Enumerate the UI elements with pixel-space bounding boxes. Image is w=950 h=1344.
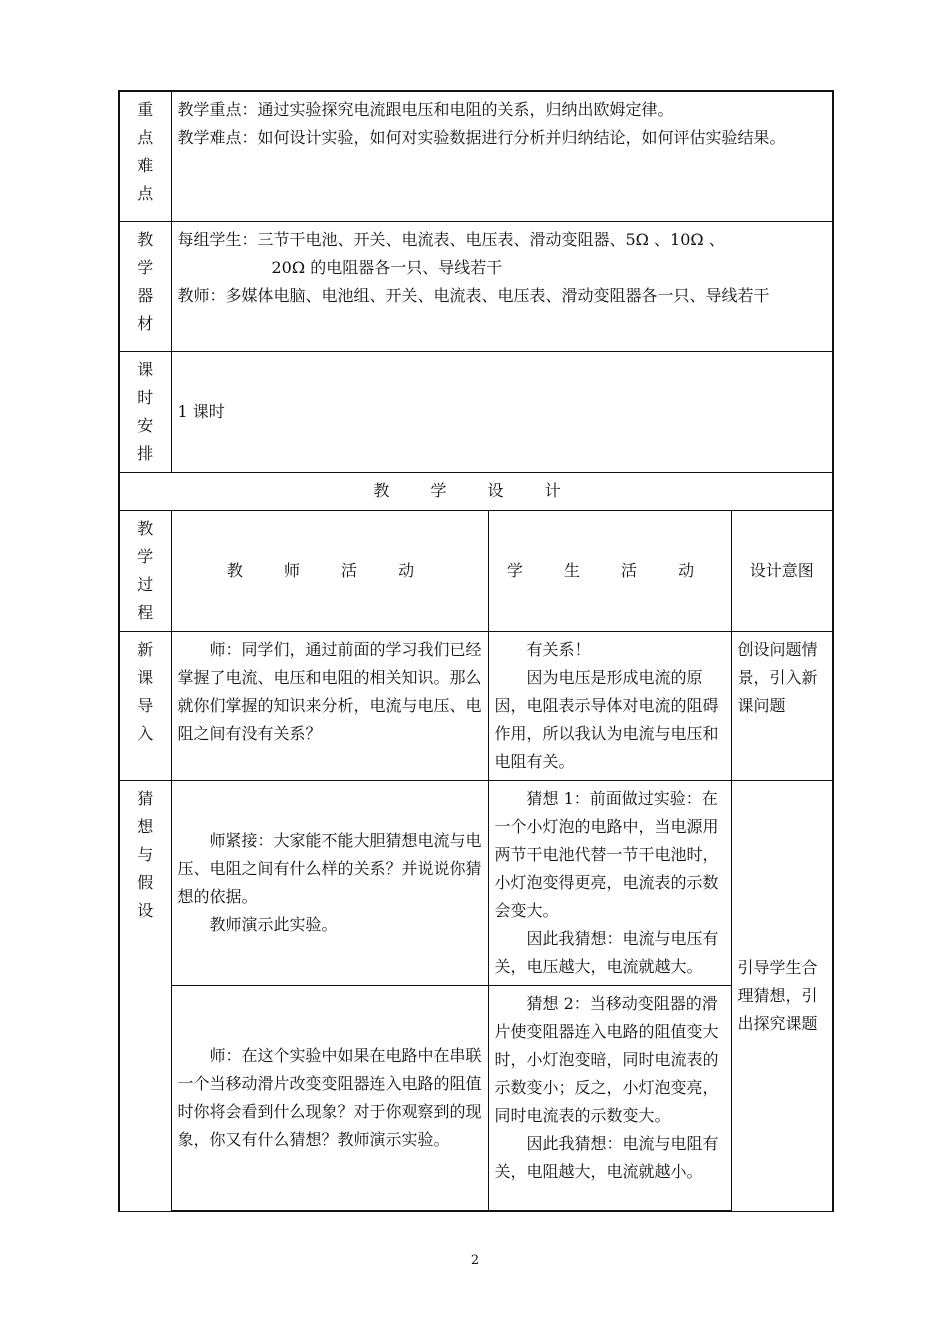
intro-student: 有关系！ 因为电压是形成电流的原因，电阻表示导体对电流的阻碍作用，所以我认为电流与电压和电阻有关。: [488, 631, 731, 780]
focus-label: 重 点 难 点: [119, 91, 171, 221]
process-label: 教 学 过 程: [119, 510, 171, 631]
hypothesis-student-1: 猜想 1：前面做过实验：在一个小灯泡的电路中，当电源用两节干电池代替一节干电池时，小灯泡变得更亮，电流表的示数会变大。 因此我猜想：电流与电压有关，电压越大，电流就越大。: [488, 780, 731, 985]
intro-teacher: 师：同学们，通过前面的学习我们已经掌握了电流、电压和电阻的相关知识。那么就你们掌握的知识来分析，电流与电压、电阻之间有没有关系？: [171, 631, 488, 780]
hypothesis-teacher-2: 师：在这个实验中如果在电路中在串联一个当移动滑片改变变阻器连入电路的阻值时你将会看到什么现象？对于你观察到的现象，你又有什么猜想？教师演示实验。: [171, 985, 488, 1211]
intro-label: 新 课 导 入: [119, 631, 171, 780]
teacher-equipment: 教师：多媒体电脑、电池组、开关、电流表、电压表、滑动变阻器各一只、导线若干: [177, 285, 770, 305]
hypothesis-student-2: 猜想 2：当移动变阻器的滑片使变阻器连入电路的阻值变大时，小灯泡变暗，同时电流表的示数变小；反之，小灯泡变亮，同时电流表的示数变大。 因此我猜想：电流与电阻有关，电阻越大，电流就越小。: [488, 985, 731, 1211]
schedule-value: 1 课时: [171, 351, 833, 472]
schedule-row: [119, 351, 833, 472]
hypothesis-row-1: [119, 780, 833, 985]
equipment-content: [171, 221, 833, 351]
lesson-plan-table: [118, 90, 834, 1212]
hypothesis-teacher-1: 师紧接：大家能不能大胆猜想电流与电压、电阻之间有什么样的关系？并说说你猜想的依据。 教师演示此实验。: [171, 780, 488, 985]
header-row: [119, 510, 833, 631]
schedule-label: 课 时 安 排: [119, 351, 171, 472]
hypothesis-row-2: [119, 985, 833, 1211]
page-number: 2: [470, 1253, 480, 1268]
difficulty: 教学难点：如何设计实验，如何对实验数据进行分析并归纳结论，如何评估实验结果。: [177, 128, 786, 147]
hypothesis-label: 猜 想 与 假 设: [119, 780, 171, 1211]
key-point: 教学重点：通过实验探究电流跟电压和电阻的关系，归纳出欧姆定律。: [177, 100, 674, 119]
student-activity-header: 学 生 活 动: [488, 510, 731, 631]
intro-row: [119, 631, 833, 780]
intro-intent: 创设问题情景，引入新课问题: [731, 631, 833, 780]
design-title: 教 学 设 计: [119, 472, 833, 510]
equipment-label: 教 学 器 材: [119, 221, 171, 351]
teacher-activity-header: 教 师 活 动: [171, 510, 488, 631]
hypothesis-intent: 引导学生合理猜想，引出探究课题: [731, 780, 833, 1211]
focus-content: [171, 91, 833, 221]
student-equipment-line2: 20Ω 的电阻器各一只、导线若干: [271, 257, 503, 277]
student-equipment-line1: 每组学生：三节干电池、开关、电流表、电压表、滑动变阻器、5Ω 、10Ω 、: [177, 229, 725, 249]
design-title-row: [119, 472, 833, 510]
focus-row: [119, 91, 833, 221]
intent-header: 设计意图: [731, 510, 833, 631]
equipment-row: [119, 221, 833, 351]
